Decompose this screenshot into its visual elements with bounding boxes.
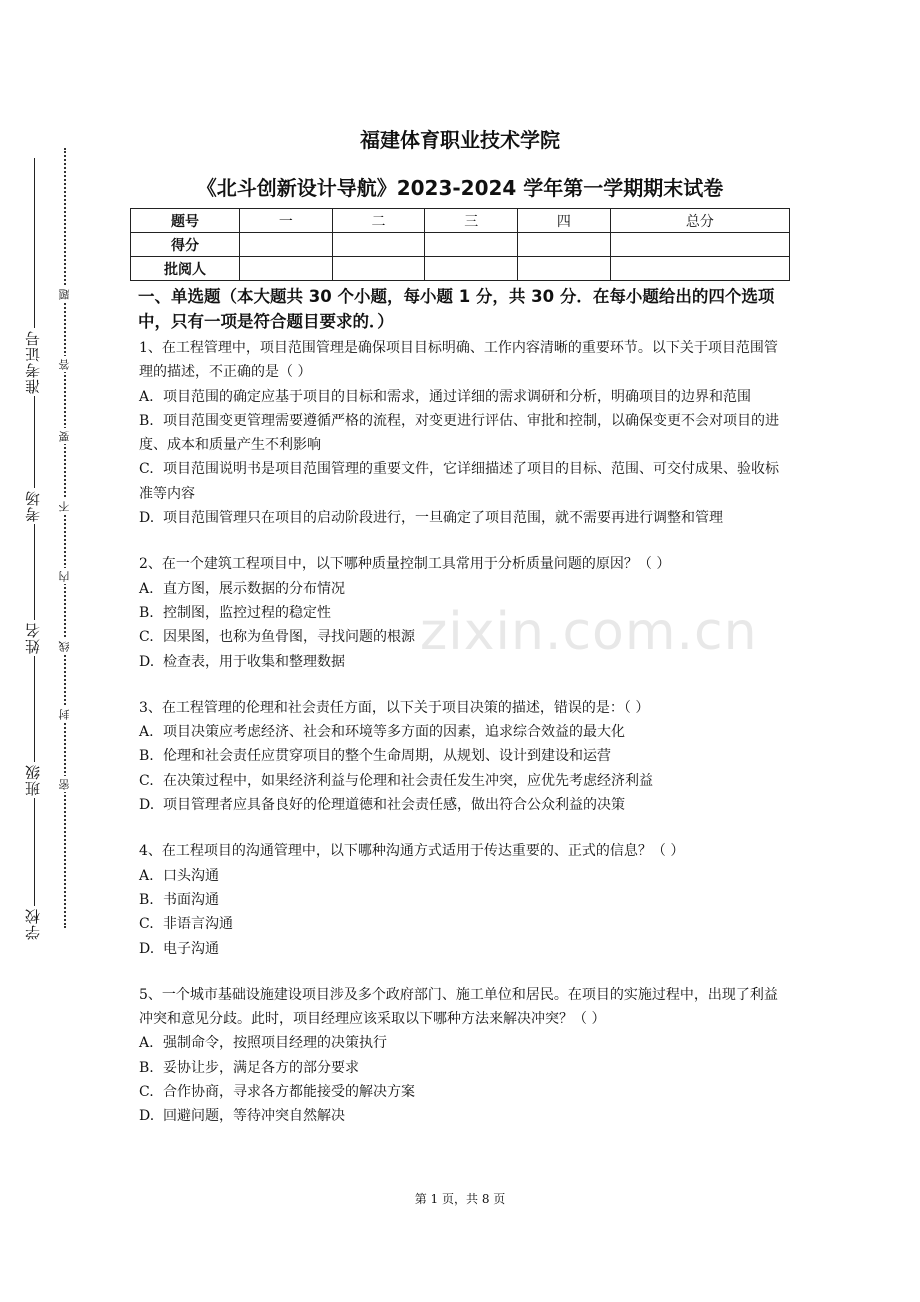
option-b[interactable] [139, 888, 784, 912]
question-5 [139, 983, 784, 1129]
option-letter: B. [139, 891, 154, 908]
option-d[interactable] [139, 1104, 784, 1128]
option-b[interactable] [139, 601, 784, 625]
score-table-row-label: 批阅人 [131, 257, 240, 281]
score-cell[interactable] [425, 233, 518, 257]
option-text: 项目范围管理只在项目的启动阶段进行，一旦确定了项目范围，就不需要再进行调整和管理 [163, 510, 723, 527]
score-table-row-label: 得分 [131, 233, 240, 257]
option-d[interactable] [139, 793, 784, 817]
field-exam-room: 考场 [24, 490, 42, 522]
option-c[interactable] [139, 625, 784, 649]
seal-char: 要 [58, 430, 71, 442]
score-cell[interactable] [610, 233, 789, 257]
option-a[interactable] [139, 864, 784, 888]
score-table-row-score [131, 233, 790, 257]
option-letter: D. [139, 653, 155, 670]
option-text: 书面沟通 [163, 891, 219, 908]
option-letter: C. [139, 1084, 154, 1101]
question-stem: 1、在工程管理中，项目范围管理是确保项目目标明确、工作内容清晰的重要环节。以下关于项目范围管理的描述，不正确的是（ ） [139, 340, 778, 381]
option-letter: A. [139, 1035, 154, 1052]
option-letter: C. [139, 629, 154, 646]
option-a[interactable] [139, 577, 784, 601]
option-letter: C. [139, 772, 154, 789]
question-section [139, 284, 784, 1151]
option-text: 项目决策应考虑经济、社会和环境等多方面的因素，追求综合效益的最大化 [163, 724, 625, 741]
option-c[interactable] [139, 457, 784, 506]
field-class: 班级 [24, 764, 42, 796]
score-table-header-cell: 四 [518, 209, 611, 233]
option-d[interactable] [139, 937, 784, 961]
option-text: 项目管理者应具备良好的伦理道德和社会责任感，做出符合公众利益的决策 [163, 797, 625, 814]
option-letter: D. [139, 940, 155, 957]
option-c[interactable] [139, 1080, 784, 1104]
option-letter: A. [139, 867, 154, 884]
question-stem: 4、在工程项目的沟通管理中，以下哪种沟通方式适用于传达重要的、正式的信息？（ ） [139, 843, 685, 860]
option-text: 因果图，也称为鱼骨图，寻找问题的根源 [163, 629, 415, 646]
option-text: 项目范围的确定应基于项目的目标和需求，通过详细的需求调研和分析，明确项目的边界和范围 [163, 388, 751, 405]
option-letter: C. [139, 916, 154, 933]
school-name: 福建体育职业技术学院 [360, 128, 560, 152]
option-letter: A. [139, 388, 154, 405]
option-a[interactable] [139, 720, 784, 744]
option-c[interactable] [139, 912, 784, 936]
option-text: 项目范围说明书是项目范围管理的重要文件，它详细描述了项目的目标、范围、可交付成果、验收标准等内容 [139, 461, 779, 502]
option-text: 口头沟通 [163, 867, 219, 884]
option-text: 妥协让步，满足各方的部分要求 [163, 1059, 359, 1076]
option-letter: D. [139, 1108, 155, 1125]
seal-char: 不 [58, 500, 71, 512]
grader-cell[interactable] [425, 257, 518, 281]
question-1 [139, 336, 784, 530]
option-d[interactable] [139, 506, 784, 530]
option-a[interactable] [139, 385, 784, 409]
option-letter: B. [139, 604, 154, 621]
option-b[interactable] [139, 1056, 784, 1080]
field-school: 学校 [24, 908, 42, 940]
score-table-header-cell: 一 [240, 209, 333, 233]
question-3 [139, 696, 784, 817]
question-stem: 2、在一个建筑工程项目中，以下哪种质量控制工具常用于分析质量问题的原因？（ ） [139, 556, 671, 573]
grader-cell[interactable] [518, 257, 611, 281]
grader-cell[interactable] [332, 257, 425, 281]
option-letter: C. [139, 461, 154, 478]
option-text: 伦理和社会责任应贯穿项目的整个生命周期，从规划、设计到建设和运营 [163, 748, 611, 765]
option-text: 直方图，展示数据的分布情况 [163, 580, 345, 597]
binding-dotted-line [64, 148, 66, 928]
score-table-header-cell: 三 [425, 209, 518, 233]
option-letter: A. [139, 724, 154, 741]
option-a[interactable] [139, 1031, 784, 1055]
option-text: 控制图，监控过程的稳定性 [163, 604, 331, 621]
option-text: 强制命令，按照项目经理的决策执行 [163, 1035, 387, 1052]
question-stem: 5、一个城市基础设施建设项目涉及多个政府部门、施工单位和居民。在项目的实施过程中，出现了利益冲突和意见分歧。此时，项目经理应该采取以下哪种方法来解决冲突？（ ） [139, 986, 778, 1028]
option-letter: A. [139, 580, 154, 597]
option-text: 项目范围变更管理需要遵循严格的流程，对变更进行评估、审批和控制，以确保变更不会对项目的进度、成本和质量产生不利影响 [139, 412, 779, 454]
option-letter: D. [139, 510, 155, 527]
option-text: 合作协商，寻求各方都能接受的解决方案 [163, 1084, 415, 1101]
option-d[interactable] [139, 650, 784, 674]
score-table-header-cell: 题号 [131, 209, 240, 233]
page-footer: 第 1 页，共 8 页 [414, 1192, 506, 1206]
seal-char: 内 [58, 570, 71, 582]
question-stem: 3、在工程管理的伦理和社会责任方面，以下关于项目决策的描述，错误的是：（ ） [139, 699, 650, 716]
score-table [130, 208, 790, 281]
option-letter: B. [139, 1059, 154, 1076]
grader-cell[interactable] [610, 257, 789, 281]
score-cell[interactable] [240, 233, 333, 257]
option-b[interactable] [139, 744, 784, 768]
option-letter: B. [139, 748, 154, 765]
seal-char: 答 [58, 358, 71, 370]
grader-cell[interactable] [240, 257, 333, 281]
binding-solid-line [34, 158, 35, 928]
section-title: 一、单选题（本大题共 30 个小题，每小题 1 分，共 30 分．在每小题给出的四个选项中，只有一项是符合题目要求的．） [138, 287, 775, 331]
score-table-header-cell: 总分 [610, 209, 789, 233]
option-c[interactable] [139, 769, 784, 793]
field-name: 姓名 [24, 622, 42, 654]
score-cell[interactable] [332, 233, 425, 257]
option-text: 回避问题，等待冲突自然解决 [163, 1108, 345, 1125]
question-4 [139, 839, 784, 960]
field-exam-number: 准考证号 [24, 330, 42, 394]
score-table-header-row [131, 209, 790, 233]
seal-char: 线 [58, 640, 71, 652]
score-table-row-grader [131, 257, 790, 281]
watermark: zixin.com.cn [420, 602, 758, 662]
option-letter: B. [139, 412, 154, 429]
seal-char: 封 [58, 708, 71, 720]
score-cell[interactable] [518, 233, 611, 257]
score-table-header-cell: 二 [332, 209, 425, 233]
seal-char: 题 [58, 288, 71, 300]
option-text: 在决策过程中，如果经济利益与伦理和社会责任发生冲突，应优先考虑经济利益 [163, 772, 653, 789]
seal-char: 密 [58, 778, 71, 790]
option-b[interactable] [139, 409, 784, 458]
exam-title: 《北斗创新设计导航》2023-2024 学年第一学期期末试卷 [196, 176, 724, 200]
option-text: 检查表，用于收集和整理数据 [163, 653, 345, 670]
option-letter: D. [139, 797, 155, 814]
question-2 [139, 552, 784, 673]
option-text: 电子沟通 [163, 940, 219, 957]
option-text: 非语言沟通 [163, 916, 233, 933]
